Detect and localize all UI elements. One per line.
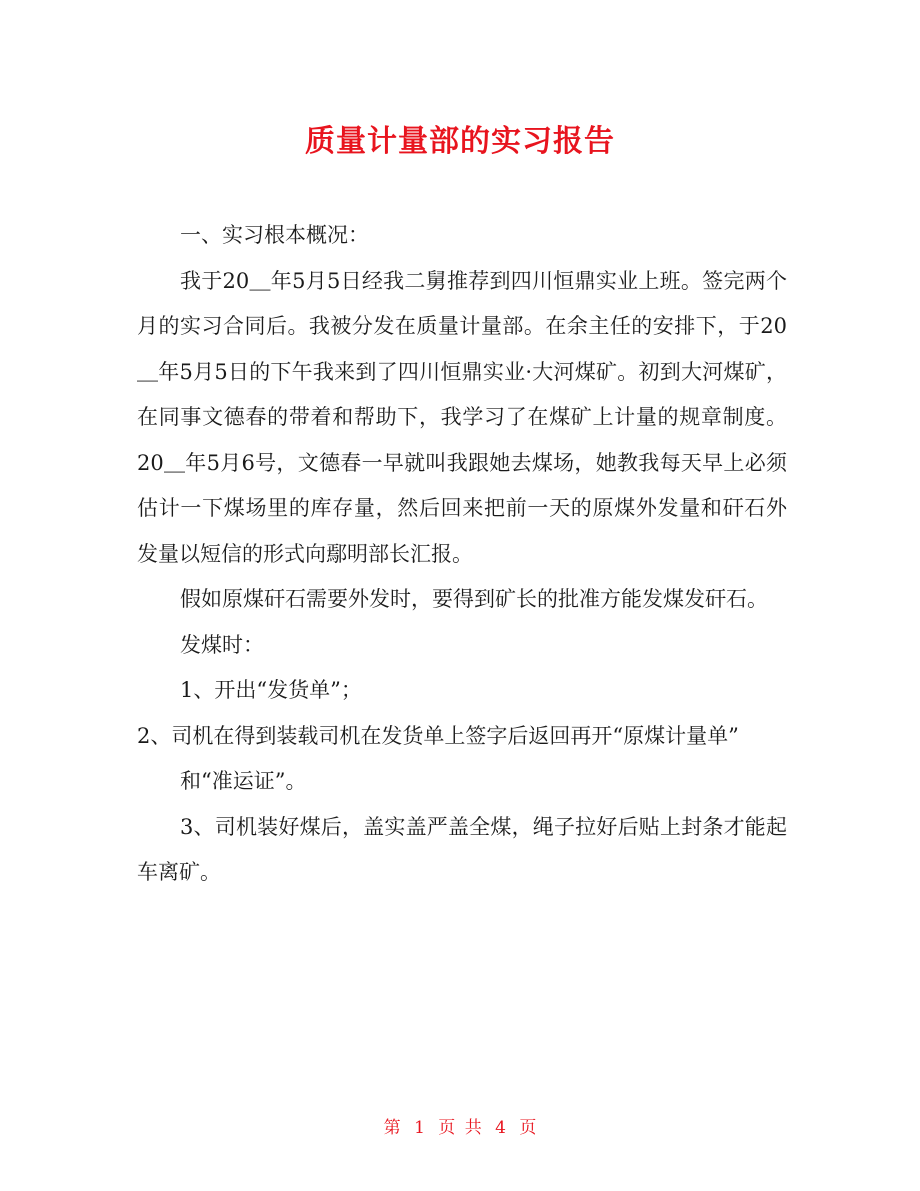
list-item: 1、开出“发货单”； [180,678,362,702]
page-label-mid: 页 共 [438,1118,482,1138]
page-footer [0,1113,920,1138]
document-title: 质量计量部的实习报告 [305,124,615,159]
page-label-suffix: 页 [519,1118,537,1138]
paragraph: 假如原煤矸石需要外发时，要得到矿长的批准方能发煤发矸石。 [180,587,768,611]
paragraph: 我于20＿年5月5日经我二舅推荐到四川恒鼎实业上班。签完两个月的实习合同后。我被分发在质量计量部。在余主任的安排下，于20＿年5月5日的下午我来到了四川恒鼎实业·大河煤矿。初到大河煤矿，在同事文德春的带着和帮助下，我学习了在煤矿上计量的规章制度。20＿年5月6号，文德春一早就叫我跟她去煤场，她教我每天早上必须估计一下煤场里的库存量，然后回来把前一天的原煤外发量和矸石外发量以短信的形式向鄢明部长汇报。 [137,268,787,566]
total-pages-number: 4 [495,1118,506,1138]
section-heading: 一、实习根本概况： [180,223,369,247]
paragraph: 发煤时： [180,632,264,657]
list-item: 3、司机装好煤后，盖实盖严盖全煤，绳子拉好后贴上封条才能起车离矿。 [137,814,787,884]
list-item: 2、司机在得到装载司机在发货单上签字后返回再开“原煤计量单” [137,723,739,748]
page-label-prefix: 第 [383,1118,401,1138]
document-body [137,213,787,896]
paragraph: 和“准运证”。 [180,769,307,793]
current-page-number: 1 [414,1118,425,1138]
